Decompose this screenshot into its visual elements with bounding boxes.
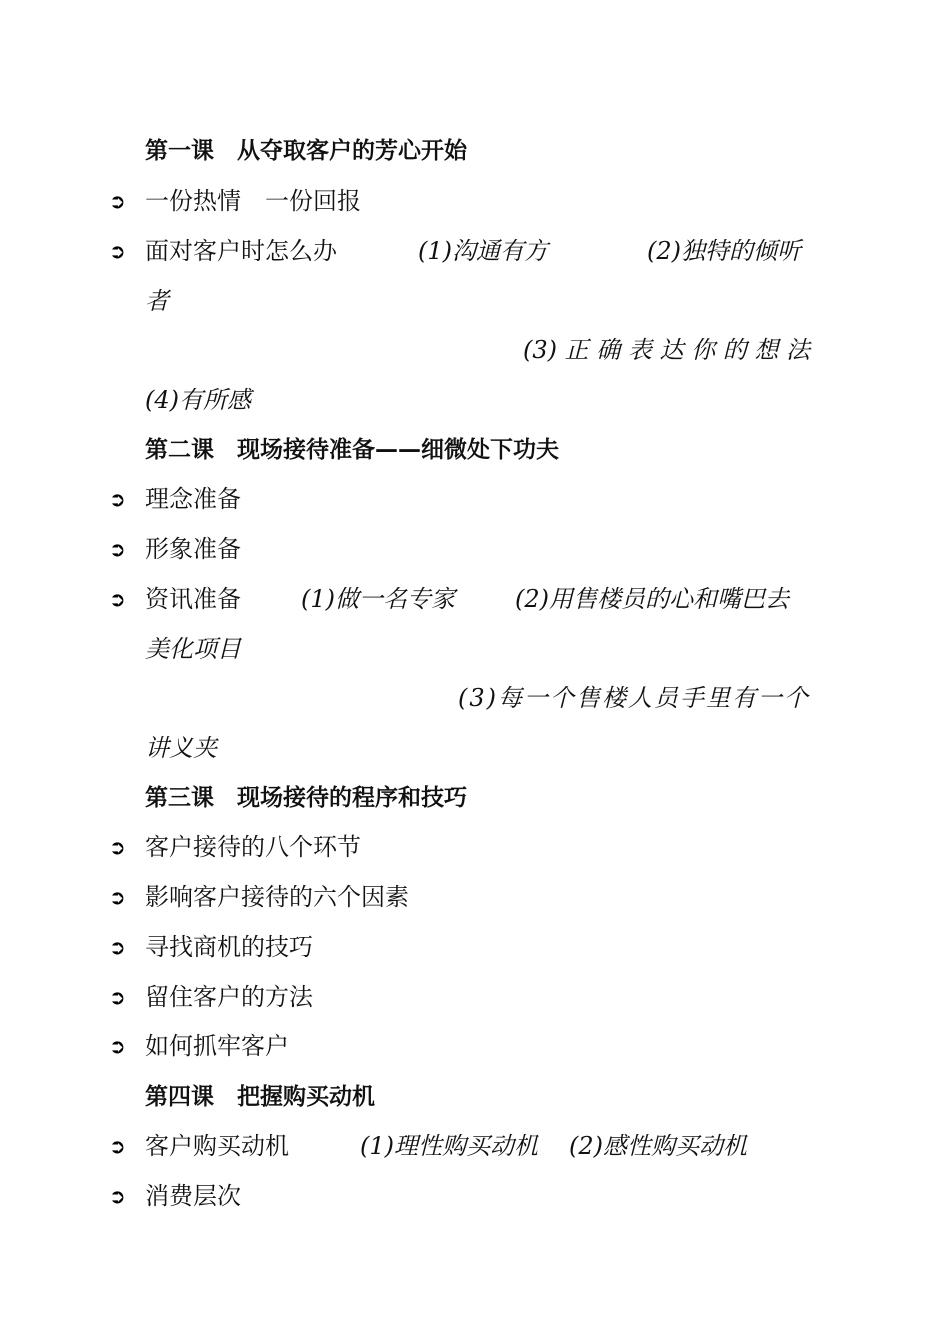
arrow-bullet-icon: ➲ — [109, 1134, 126, 1158]
lesson1-item1: 一份热情 一份回报 — [145, 187, 361, 215]
lesson3-item: 寻找商机的技巧 — [145, 933, 313, 961]
lesson1-item2-sub4: (4)有所感 — [145, 386, 251, 414]
arrow-bullet-icon: ➲ — [109, 885, 126, 909]
lesson4-item2: 消费层次 — [145, 1182, 241, 1210]
arrow-bullet-icon: ➲ — [109, 1184, 126, 1208]
lesson1-item2-sub2-part2: 者 — [145, 287, 169, 315]
lesson1-item2-label: 面对客户时怎么办 — [145, 237, 337, 265]
lesson3-item: 留住客户的方法 — [145, 983, 313, 1011]
arrow-bullet-icon: ➲ — [109, 935, 126, 959]
lesson2-item3-sub3-part2: 讲义夹 — [145, 734, 217, 762]
lesson4-item1-sub1: (1)理性购买动机 — [360, 1132, 538, 1160]
lesson2-item3-sub1: (1)做一名专家 — [301, 585, 455, 613]
lesson4-item1-sub2: (2)感性购买动机 — [569, 1132, 747, 1160]
lesson2-item2: 形象准备 — [145, 535, 241, 563]
lesson4-heading: 第四课 把握购买动机 — [145, 1084, 375, 1110]
arrow-bullet-icon: ➲ — [109, 835, 126, 859]
lesson3-heading: 第三课 现场接待的程序和技巧 — [145, 785, 467, 811]
arrow-bullet-icon: ➲ — [109, 985, 126, 1009]
lesson3-item: 影响客户接待的六个因素 — [145, 883, 409, 911]
lesson3-item: 客户接待的八个环节 — [145, 833, 361, 861]
lesson2-item3 — [145, 579, 810, 619]
arrow-bullet-icon: ➲ — [109, 239, 126, 263]
lesson1-item2 — [145, 231, 810, 271]
lesson4-item1-label: 客户购买动机 — [145, 1132, 289, 1160]
lesson1-heading: 第一课 从夺取客户的芳心开始 — [145, 138, 467, 164]
arrow-bullet-icon: ➲ — [109, 487, 126, 511]
lesson2-item3-label: 资讯准备 — [145, 585, 241, 613]
lesson2-item3-sub2-part2: 美化项目 — [145, 635, 241, 663]
lesson2-item3-sub3-part1: (3)每一个售楼人员手里有一个 — [458, 684, 810, 712]
arrow-bullet-icon: ➲ — [109, 587, 126, 611]
lesson2-item1: 理念准备 — [145, 485, 241, 513]
arrow-bullet-icon: ➲ — [109, 537, 126, 561]
lesson1-item2-sub2-part1: (2)独特的倾听 — [647, 237, 801, 265]
lesson1-item2-sub1: (1)沟通有方 — [418, 237, 548, 265]
lesson4-item1 — [145, 1126, 810, 1166]
lesson2-heading: 第二课 现场接待准备——细微处下功夫 — [145, 437, 559, 463]
lesson2-item3-sub2-part1: (2)用售楼员的心和嘴巴去 — [515, 585, 789, 613]
lesson3-item: 如何抓牢客户 — [145, 1032, 289, 1060]
lesson1-item2-sub3: (3) 正 确 表 达 你 的 想 法 — [522, 336, 810, 364]
arrow-bullet-icon: ➲ — [109, 189, 126, 213]
arrow-bullet-icon: ➲ — [109, 1034, 126, 1058]
